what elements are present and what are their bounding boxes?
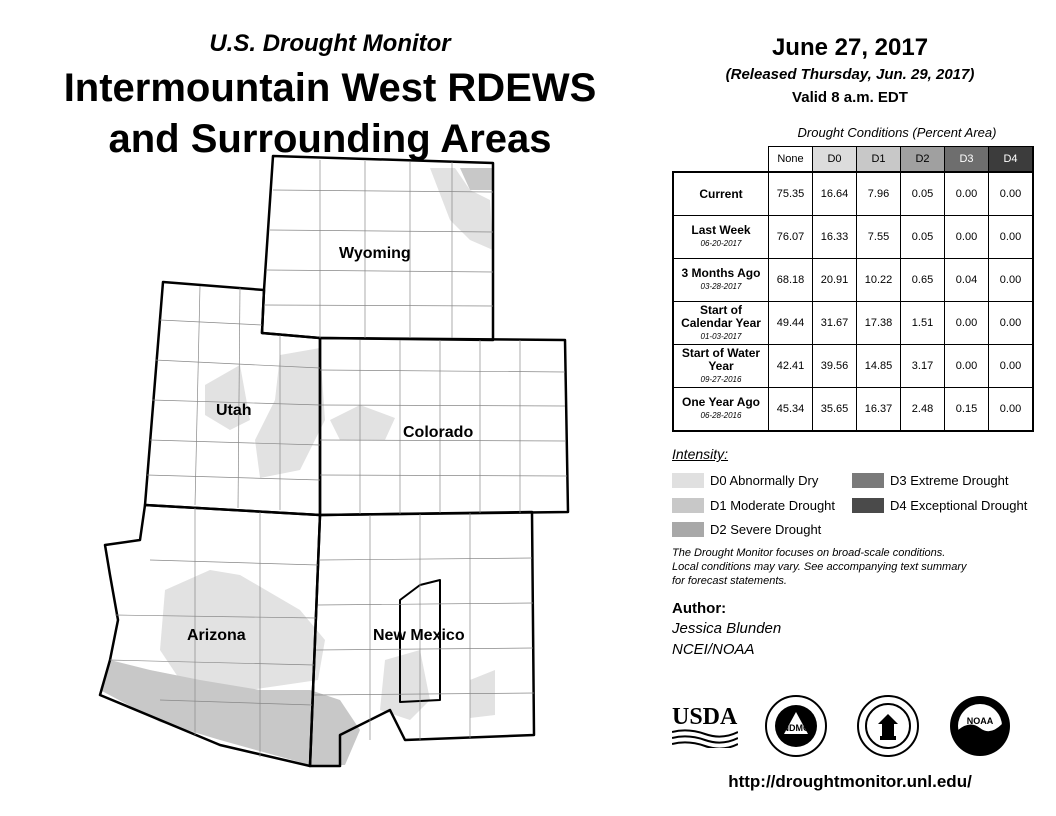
svg-text:NOAA: NOAA — [966, 716, 994, 726]
row-label-text: Start of Calendar Year — [681, 302, 761, 330]
legend-item-d3 — [852, 471, 1009, 489]
legend-item-d4 — [852, 496, 1027, 514]
table-cell: 0.65 — [901, 259, 945, 302]
table-cell: 16.64 — [813, 172, 857, 216]
legend-item-d0 — [672, 471, 818, 489]
row-label-date: 06-28-2016 — [700, 411, 742, 420]
row-label — [673, 302, 769, 345]
legend-title: Intensity: — [672, 446, 729, 462]
table-cell: 42.41 — [769, 345, 813, 388]
label-wyoming: Wyoming — [339, 245, 411, 262]
svg-text:USDA: USDA — [672, 704, 738, 730]
table-row — [673, 388, 1033, 432]
table-cell: 0.00 — [945, 172, 989, 216]
release-date: (Released Thursday, Jun. 29, 2017) — [725, 66, 975, 83]
table-cell: 0.00 — [945, 216, 989, 259]
table-cell: 49.44 — [769, 302, 813, 345]
table-cell: 14.85 — [857, 345, 901, 388]
table-cell: 0.00 — [989, 259, 1034, 302]
table-cell: 20.91 — [813, 259, 857, 302]
commerce-seal-logo — [856, 694, 920, 758]
table-cell: 35.65 — [813, 388, 857, 432]
legend-item-d1 — [672, 496, 835, 514]
col-header-d3: D3 — [945, 147, 989, 173]
table-cell: 0.00 — [945, 302, 989, 345]
note-line1: The Drought Monitor focuses on broad-scale conditions. — [672, 547, 946, 559]
map-title-line2: and Surrounding Areas — [108, 117, 552, 161]
table-cell: 68.18 — [769, 259, 813, 302]
note-line3: for forecast statements. — [672, 575, 787, 587]
row-label-date: 01-03-2017 — [700, 331, 742, 341]
table-cell: 0.05 — [901, 216, 945, 259]
table-cell: 31.67 — [813, 302, 857, 345]
note-line2: Local conditions may vary. See accompanying text summary — [672, 561, 967, 573]
row-label-text: One Year Ago — [681, 395, 761, 409]
col-header-d2: D2 — [901, 147, 945, 173]
row-label-text: 3 Months Ago — [681, 266, 761, 280]
table-cell: 75.35 — [769, 172, 813, 216]
author-label: Author: — [672, 600, 727, 617]
table-cell: 0.00 — [989, 216, 1034, 259]
row-label-text: Last Week — [691, 223, 751, 237]
table-cell: 2.48 — [901, 388, 945, 432]
legend-swatch-d0 — [672, 473, 704, 488]
table-cell: 7.96 — [857, 172, 901, 216]
table-cell: 7.55 — [857, 216, 901, 259]
table-cell: 45.34 — [769, 388, 813, 432]
table-cell: 10.22 — [857, 259, 901, 302]
row-label — [673, 259, 769, 302]
table-corner — [673, 147, 769, 173]
legend-swatch-d1 — [672, 498, 704, 513]
col-header-d0: D0 — [813, 147, 857, 173]
svg-text:NDMC: NDMC — [782, 723, 810, 733]
table-row — [673, 345, 1033, 388]
table-cell: 0.00 — [989, 388, 1034, 432]
map-subtitle: U.S. Drought Monitor — [209, 30, 451, 57]
legend-swatch-d4 — [852, 498, 884, 513]
legend-item-d2 — [672, 520, 821, 538]
noaa-logo — [948, 694, 1012, 758]
table-cell: 16.33 — [813, 216, 857, 259]
col-header-d4: D4 — [989, 147, 1034, 173]
legend-swatch-d2 — [672, 522, 704, 537]
table-header-row — [673, 147, 1033, 173]
row-label — [673, 345, 769, 388]
legend-label-d3: D3 Extreme Drought — [890, 472, 1009, 488]
table-cell: 0.00 — [989, 172, 1034, 216]
table-cell: 39.56 — [813, 345, 857, 388]
map-title-line1: Intermountain West RDEWS — [63, 66, 597, 110]
row-label-date: 09-27-2016 — [700, 374, 742, 384]
legend-label-d2: D2 Severe Drought — [710, 521, 822, 537]
table-cell: 0.00 — [989, 302, 1034, 345]
drought-conditions-table — [672, 146, 1034, 432]
website-link[interactable]: http://droughtmonitor.unl.edu/ — [728, 772, 972, 791]
table-cell: 0.04 — [945, 259, 989, 302]
label-colorado: Colorado — [403, 424, 474, 441]
table-cell: 76.07 — [769, 216, 813, 259]
table-row — [673, 302, 1033, 345]
disclaimer-note — [672, 546, 1032, 588]
label-arizona: Arizona — [187, 627, 246, 644]
table-cell: 0.15 — [945, 388, 989, 432]
legend-label-d4: D4 Exceptional Drought — [890, 497, 1028, 513]
table-cell: 1.51 — [901, 302, 945, 345]
row-label — [673, 172, 769, 216]
legend-swatch-d3 — [852, 473, 884, 488]
author-org: NCEI/NOAA — [672, 641, 755, 658]
table-cell: 17.38 — [857, 302, 901, 345]
table-row — [673, 216, 1033, 259]
table-cell: 0.00 — [945, 345, 989, 388]
map-date: June 27, 2017 — [771, 34, 929, 61]
table-row — [673, 172, 1033, 216]
label-new-mexico: New Mexico — [373, 627, 465, 644]
table-caption: Drought Conditions (Percent Area) — [797, 125, 997, 140]
row-label — [673, 216, 769, 259]
table-cell: 16.37 — [857, 388, 901, 432]
row-label-text: Current — [699, 186, 743, 201]
row-label-date: 03-28-2017 — [700, 282, 742, 291]
col-header-d1: D1 — [857, 147, 901, 173]
table-cell: 3.17 — [901, 345, 945, 388]
legend-label-d0: D0 Abnormally Dry — [710, 472, 819, 488]
col-header-none: None — [769, 147, 813, 173]
row-label — [673, 388, 769, 432]
ndmc-logo — [764, 694, 828, 758]
row-label-date: 06-20-2017 — [700, 239, 742, 248]
label-utah: Utah — [216, 402, 252, 419]
author-name: Jessica Blunden — [672, 620, 782, 637]
table-cell: 0.00 — [989, 345, 1034, 388]
table-row — [673, 259, 1033, 302]
usda-logo — [672, 700, 738, 748]
table-cell: 0.05 — [901, 172, 945, 216]
legend-label-d1: D1 Moderate Drought — [710, 497, 836, 513]
row-label-text: Start of Water Year — [681, 345, 761, 373]
valid-time: Valid 8 a.m. EDT — [792, 89, 908, 106]
